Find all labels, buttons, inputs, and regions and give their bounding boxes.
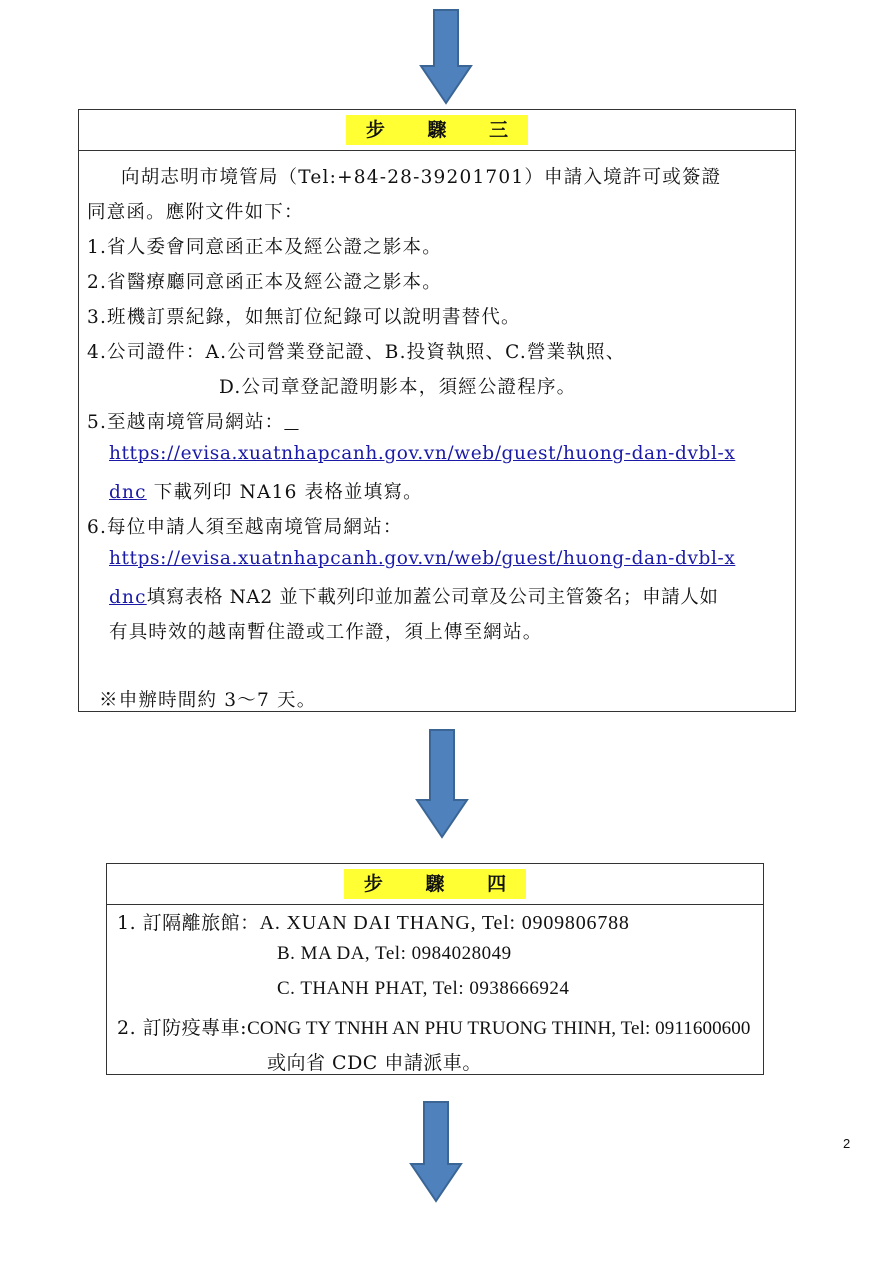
list-item-5 <box>87 408 299 434</box>
intro-line-1: 向胡志明市境管局（Tel:+84-28-39201701）申請入境許可或簽證 <box>121 167 722 188</box>
hotel-line <box>117 908 630 935</box>
list-item-4: 4.公司證件：A.公司營業登記證、B.投資執照、C.營業執照、 <box>87 342 626 363</box>
item-6-tail: 填寫表格 NA2 並下載列印並加蓋公司章及公司主管簽名；申請人如 <box>146 587 719 608</box>
step-three-header <box>79 110 795 151</box>
item-5-link-continued <box>109 478 423 504</box>
step-three-box <box>78 109 796 712</box>
item-6-tail-continued: 有具時效的越南暫住證或工作證，須上傳至網站。 <box>109 622 543 643</box>
page-number: 2 <box>843 1136 851 1151</box>
list-item-5-label: 5.至越南境管局網站： <box>87 412 285 433</box>
list-item-4-continued: D.公司章登記證明影本，須經公證程序。 <box>219 377 577 398</box>
car-line <box>117 1013 750 1040</box>
step-three-title: 步 驟 三 <box>346 115 528 145</box>
car-company: CONG TY TNHH AN PHU TRUONG THINH, Tel: 0911600600 <box>247 1018 751 1039</box>
list-item-3: 3.班機訂票紀錄，如無訂位紀錄可以說明書替代。 <box>87 307 521 328</box>
item-6-link-continued <box>109 583 719 609</box>
hotel-label: 1. 訂隔離旅館： <box>117 912 260 934</box>
item-5-link[interactable]: https://evisa.xuatnhapcanh.gov.vn/web/guest/huong-dan-dvbl-x <box>109 443 736 464</box>
item-5-tail: 下載列印 NA16 表格並填寫。 <box>146 482 423 503</box>
list-item-1: 1.省人委會同意函正本及經公證之影本。 <box>87 237 442 258</box>
down-arrow-icon <box>408 1100 464 1204</box>
down-arrow-icon <box>418 8 474 106</box>
item-5-link-end[interactable]: dnc <box>109 482 147 503</box>
list-item-2: 2.省醫療廳同意函正本及經公證之影本。 <box>87 272 442 293</box>
step-four-title: 步 驟 四 <box>344 869 526 899</box>
hotel-b: B. MA DA, Tel: 0984028049 <box>277 943 512 964</box>
item-6-link[interactable]: https://evisa.xuatnhapcanh.gov.vn/web/guest/huong-dan-dvbl-x <box>109 548 736 569</box>
step-four-box <box>106 863 764 1075</box>
intro-line-2: 同意函。應附文件如下： <box>87 202 304 223</box>
car-label: 2. 訂防疫專車: <box>117 1017 248 1039</box>
car-alternative: 或向省 CDC 申請派車。 <box>267 1052 482 1074</box>
hotel-a: A. XUAN DAI THANG, Tel: 0909806788 <box>259 912 630 934</box>
list-item-6: 6.每位申請人須至越南境管局網站： <box>87 517 403 538</box>
processing-time-note: ※申辦時間約 3～7 天。 <box>99 690 317 711</box>
hotel-c: C. THANH PHAT, Tel: 0938666924 <box>277 978 570 999</box>
item-6-link-end[interactable]: dnc <box>109 587 147 608</box>
step-four-header <box>107 864 763 905</box>
down-arrow-icon <box>414 728 470 840</box>
